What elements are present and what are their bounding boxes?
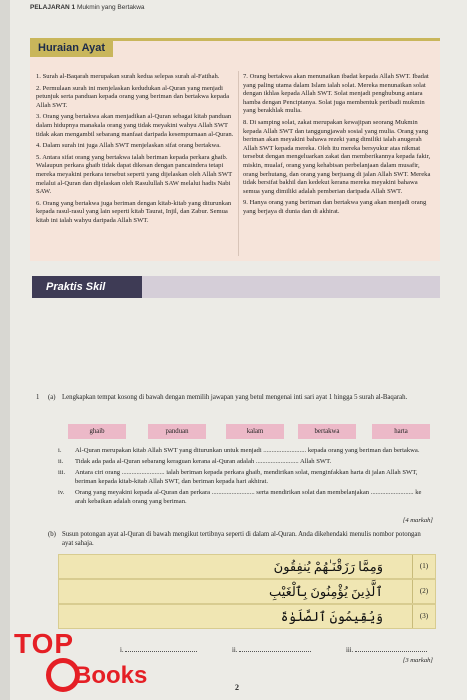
answer-label: iii. — [346, 647, 354, 654]
item-text: Antara ciri orang .......................... ialah beriman kepada perkara ghaib, mendirikan solat, menginfakkan harta di jalan Allah SWT, beriman kepada kitab-kitab Allah SWT, dan beriman kepada hari akhirat. — [75, 469, 418, 485]
question-part-b-label: (b) — [48, 531, 56, 538]
item-number: ii. — [58, 458, 64, 465]
fill-in-item — [58, 488, 433, 506]
verse-arabic: وَمِمَّا رَزَقْنَـٰهُمْ يُنفِقُونَ — [273, 559, 383, 574]
verse-number: (1) — [412, 555, 435, 578]
verse-row — [58, 604, 436, 629]
word-choice-ghaib: ghaib — [68, 424, 126, 439]
question-part-a-label: (a) — [48, 394, 56, 401]
huraian-title: Huraian Ayat — [30, 39, 113, 57]
word-choice-harta: harta — [372, 424, 430, 439]
word-choice-bertakwa: bertakwa — [298, 424, 356, 439]
answer-line[interactable] — [355, 645, 427, 652]
marks-part-b: [3 markah] — [402, 657, 433, 664]
huraian-left-column — [36, 73, 234, 226]
huraian-point: 7. Orang bertakwa akan menunaikan ibadat kepada Allah SWT. Ibadat yang paling utama dalam Islam ialah solat. Mereka menunaikan solat dengan ikhlas kepada Allah SWT. Solat menjadi penghubung antara hamba dengan Penciptanya. Solat juga membentuk peribadi mukmin yang berakhlak mulia. — [243, 73, 429, 115]
page-header — [30, 4, 145, 11]
praktis-title: Praktis Skil — [32, 276, 142, 298]
huraian-point: 5. Antara sifat orang yang bertakwa ialah beriman kepada perkara ghaib. Walaupun perkara ghaib tidak dapat dikesan dengan pancaindera tetapi mereka meyakini perkara tersebut seperti yang dijelaskan oleh Allah SWT melalui al-Quran dan dijelaskan oleh Rasulullah SAW melalui hadis Nabi SAW. — [36, 153, 232, 196]
huraian-point: 9. Hanya orang yang beriman dan bertakwa yang akan menjadi orang yang berjaya di dunia dan di akhirat. — [243, 199, 427, 215]
huraian-point: 8. Di samping solat, zakat merupakan kewajipan seorang Mukmin kepada Allah SWT dan tanggungjawab sosial yang mulia. Orang yang beriman akan meyakini bahawa rezeki yang dimiliki ialah anugerah Allah SWT kepada mereka. Oleh itu mereka bersyukur atas nikmat tersebut dengan mengeluarkan zakat dan memberikannya kepada fakir, miskin, mualaf, orang yang kehabisan perbelanjaan dalam musafir, orang berhutang, dan orang yang berjuang di jalan Allah SWT. Mereka tidak bersifat bakhil dan kedekut kerana mereka meyakini bahawa semua yang dimiliki adalah pemberian daripada Allah SWT. — [243, 118, 431, 195]
huraian-point: 4. Dalam surah ini juga Allah SWT menjelaskan sifat orang bertakwa. — [36, 142, 221, 150]
verse-number: (3) — [412, 605, 435, 628]
chapter-title: Mukmin yang Bertakwa — [76, 4, 145, 11]
fill-in-item — [58, 468, 433, 486]
verse-row — [58, 554, 436, 579]
marks-part-a: [4 markah] — [402, 517, 433, 524]
answer-slot — [346, 645, 427, 654]
verse-row — [58, 579, 436, 604]
question-part-b-text: Susun potongan ayat al-Quran di bawah mengikut tertibnya seperti di dalam al-Quran. Anda dikehendaki menulis nombor potongan ayat sahaja. — [62, 531, 421, 547]
item-number: i. — [58, 447, 62, 454]
item-text: Al-Quran merupakan kitab Allah SWT yang diturunkan untuk menjadi .......................... kepada orang yang beriman dan bertakwa. — [75, 447, 420, 454]
fill-in-items — [58, 446, 433, 508]
fill-in-item — [58, 457, 433, 466]
answer-line[interactable] — [239, 645, 311, 652]
topbooks-watermark-logo — [14, 628, 170, 692]
question-number: 1 — [36, 394, 40, 401]
item-number: iv. — [58, 489, 65, 496]
page-edge — [0, 0, 10, 700]
huraian-ayat-box — [30, 38, 440, 261]
praktis-skil-banner — [36, 276, 440, 298]
answer-label: ii. — [232, 647, 238, 654]
item-text: Orang yang meyakini kepada al-Quran dan perkara .......................... serta mendirikan solat dan membelanjakan .......................... ke arah kebaikan adalah orang yang beriman. — [75, 489, 422, 505]
watermark-top-text: TOP — [14, 628, 75, 659]
verse-arabic: وَيُقِيمُونَ ٱلصَّلَوٰةَ — [280, 609, 383, 624]
page-number: 2 — [235, 683, 239, 692]
word-choice-kalam: kalam — [226, 424, 284, 439]
huraian-point: 6. Orang yang bertakwa juga beriman dengan kitab-kitab yang diturunkan kepada rasul-rasul yang lain seperti kitab Taurat, Injil, dan Zabur. Semua kitab ini ialah wahyu daripada Allah SWT. — [36, 199, 232, 224]
huraian-point: 3. Orang yang bertakwa akan menjadikan al-Quran sebagai kitab panduan dalam hidupnya manakala orang yang tidak meyakini wahyu Allah SWT tidak akan mengambil sebarang manfaat daripada kesempurnaan al-Quran. — [36, 113, 234, 138]
answer-slot — [232, 645, 311, 654]
verse-arabic: ٱلَّذِينَ يُؤْمِنُونَ بِٱلْغَيْبِ — [268, 584, 383, 599]
column-divider — [238, 71, 239, 256]
huraian-point: 2. Permulaan surah ini menjelaskan kedudukan al-Quran yang menjadi petunjuk serta panduan kepada orang yang beriman dan bertakwa kepada Allah SWT. — [36, 84, 230, 109]
word-choice-panduan: panduan — [148, 424, 206, 439]
chapter-label: PELAJARAN 1 — [30, 4, 76, 11]
question-part-a-text: Lengkapkan tempat kosong di bawah dengan memilih jawapan yang betul mengenai inti sari ayat 1 hingga 5 surah al-Baqarah. — [62, 394, 408, 401]
item-number: iii. — [58, 469, 66, 476]
fill-in-item — [58, 446, 433, 455]
watermark-books-text: Books — [74, 662, 148, 689]
huraian-point: 1. Surah al-Baqarah merupakan surah kedua selepas surah al-Fatihah. — [36, 73, 220, 80]
huraian-right-column — [243, 73, 435, 217]
answer-label: i. — [120, 647, 124, 654]
item-text: Tidak ada pada al-Quran sebarang keraguan kerana al-Quran adalah .......................... Allah SWT. — [75, 458, 332, 465]
verse-number: (2) — [412, 580, 435, 603]
